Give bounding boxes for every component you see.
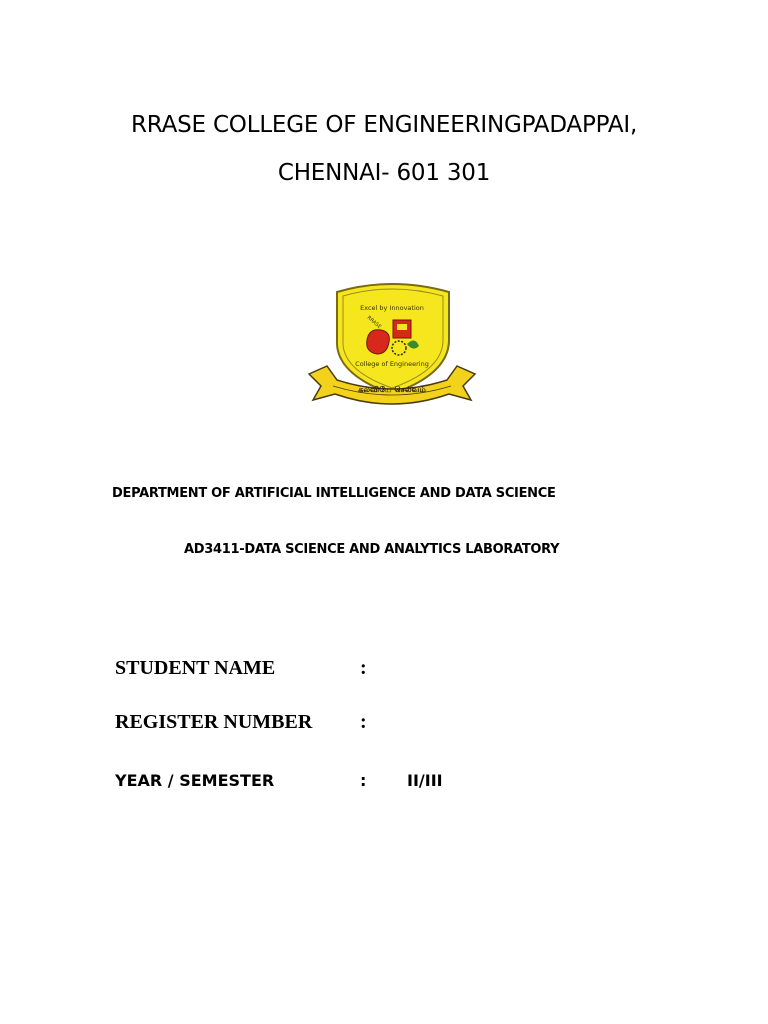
department-name: DEPARTMENT OF ARTIFICIAL INTELLIGENCE AND DATA SCIENCE	[112, 486, 556, 501]
logo-tamil-motto: கல்வியே செல்வம்	[358, 385, 426, 394]
logo-college-label: College of Engineering	[355, 360, 429, 368]
logo-name-letters: RRASE	[365, 314, 383, 331]
year-semester-colon: :	[360, 771, 367, 790]
register-number-colon: :	[360, 711, 367, 733]
college-address-line2: CHENNAI- 601 301	[277, 160, 491, 186]
student-name-colon: :	[360, 657, 367, 679]
year-semester-value: II/III	[407, 771, 443, 790]
college-logo	[303, 262, 481, 420]
course-title: AD3411-DATA SCIENCE AND ANALYTICS LABORATORY	[184, 542, 560, 557]
college-name-line1: RRASE COLLEGE OF ENGINEERINGPADAPPAI,	[130, 112, 638, 138]
register-number-label: REGISTER NUMBER	[115, 711, 313, 733]
logo-motto-top: Excel by Innovation	[360, 304, 424, 312]
logo-emblem-map	[367, 330, 390, 354]
student-name-label: STUDENT NAME	[115, 657, 276, 679]
logo-shield	[337, 284, 449, 394]
year-semester-label: YEAR / SEMESTER	[115, 771, 275, 790]
